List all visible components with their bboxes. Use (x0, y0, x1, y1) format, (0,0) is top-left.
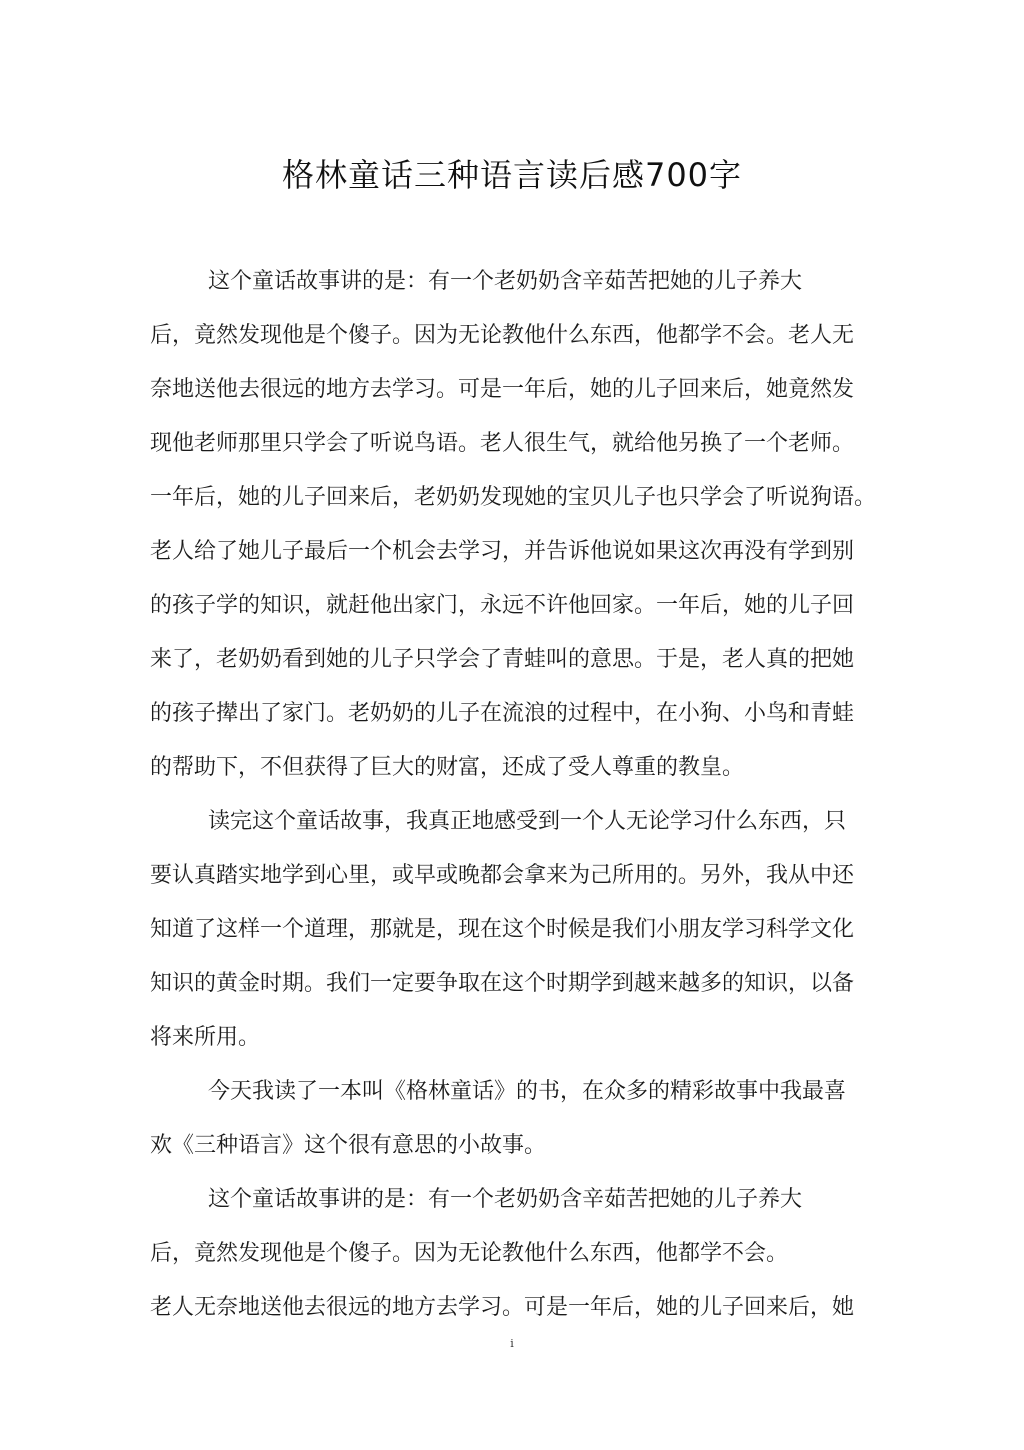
text-line: 老人给了她儿子最后一个机会去学习，并告诉他说如果这次再没有学到别 (150, 539, 855, 564)
text-line: 将来所用。 (150, 1025, 261, 1050)
page-title: 格林童话三种语言读后感700字 (281, 156, 743, 194)
text-line: 的孩子撵出了家门。老奶奶的儿子在流浪的过程中，在小狗、小鸟和青蛙 (150, 701, 855, 726)
text-line: 知道了这样一个道理，那就是，现在这个时候是我们小朋友学习科学文化 (150, 917, 855, 942)
text-line: 这个童话故事讲的是：有一个老奶奶含辛茹苦把她的儿子养大 (208, 269, 803, 294)
text-line: 奈地送他去很远的地方去学习。可是一年后，她的儿子回来后，她竟然发 (150, 377, 855, 402)
text-line: 一年后，她的儿子回来后，老奶奶发现她的宝贝儿子也只学会了听说狗语。 (150, 485, 877, 510)
text-line: 后，竟然发现他是个傻子。因为无论教他什么东西，他都学不会。 (150, 1241, 789, 1266)
text-line: 今天我读了一本叫《格林童话》的书，在众多的精彩故事中我最喜 (208, 1079, 847, 1104)
page-number: i (510, 1337, 514, 1350)
text-line: 的帮助下，不但获得了巨大的财富，还成了受人尊重的教皇。 (150, 755, 745, 780)
text-line: 现他老师那里只学会了听说鸟语。老人很生气，就给他另换了一个老师。 (150, 431, 855, 456)
text-line: 读完这个童话故事，我真正地感受到一个人无论学习什么东西，只 (208, 809, 847, 834)
text-line: 老人无奈地送他去很远的地方去学习。可是一年后，她的儿子回来后，她 (150, 1295, 855, 1320)
text-line: 这个童话故事讲的是：有一个老奶奶含辛茹苦把她的儿子养大 (208, 1187, 803, 1212)
text-line: 来了，老奶奶看到她的儿子只学会了青蛙叫的意思。于是，老人真的把她 (150, 647, 855, 672)
text-line: 欢《三种语言》这个很有意思的小故事。 (150, 1133, 547, 1158)
text-line: 要认真踏实地学到心里，或早或晚都会拿来为己所用的。另外，我从中还 (150, 863, 855, 888)
text-line: 后，竟然发现他是个傻子。因为无论教他什么东西，他都学不会。老人无 (150, 323, 855, 348)
text-line: 知识的黄金时期。我们一定要争取在这个时期学到越来越多的知识，以备 (150, 971, 855, 996)
text-line: 的孩子学的知识，就赶他出家门，永远不许他回家。一年后，她的儿子回 (150, 593, 855, 618)
